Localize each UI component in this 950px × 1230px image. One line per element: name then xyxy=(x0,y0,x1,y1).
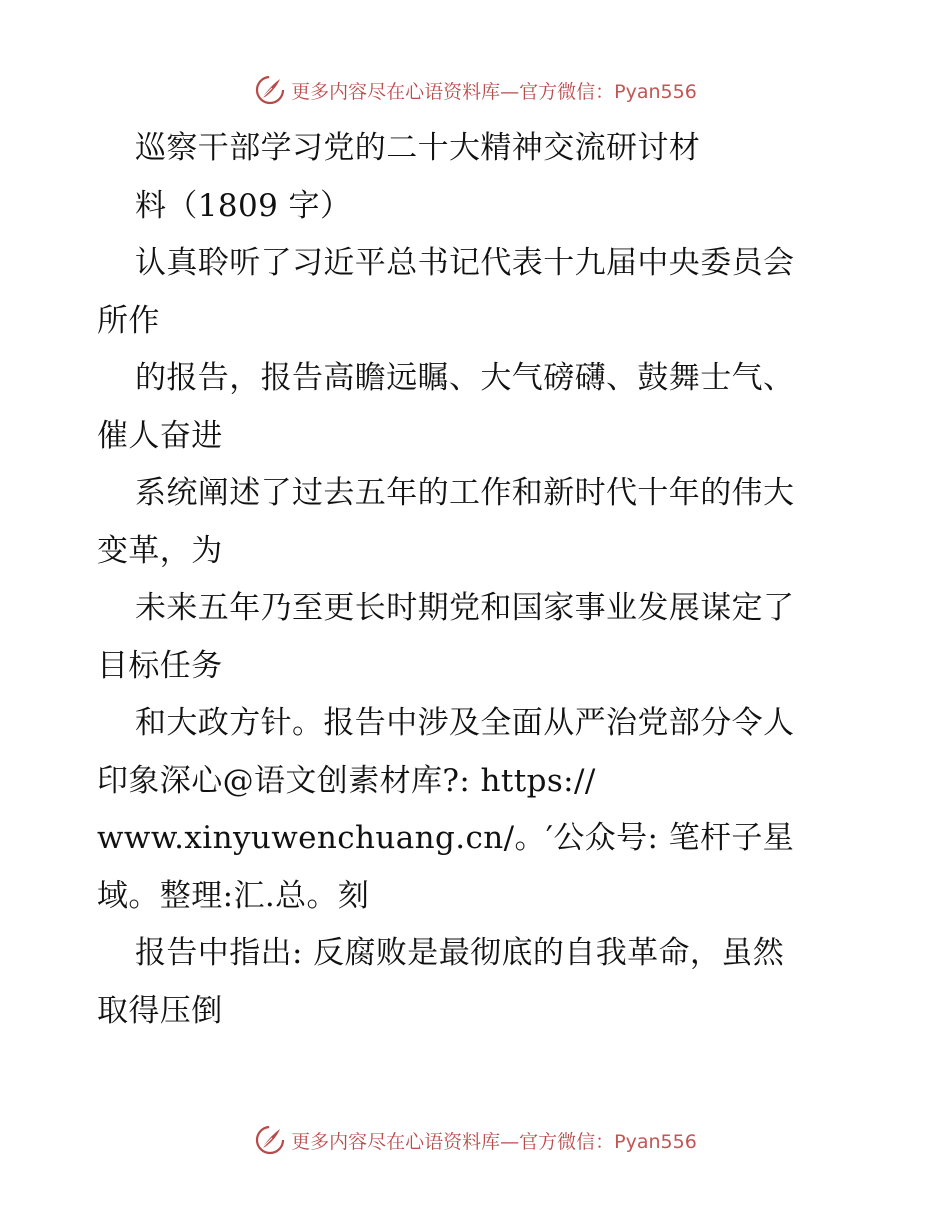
text-line: 域。整理:汇.总。刻 xyxy=(97,877,370,914)
text-line: 变革，为 xyxy=(97,532,223,569)
text-line: 和大政方针。报告中涉及全面从严治党部分令人 xyxy=(135,705,795,741)
text-line: 认真聆听了习近平总书记代表十九届中央委员会 xyxy=(135,245,795,281)
text-line: 报告中指出: 反腐败是最彻底的自我革命，虽然 xyxy=(135,935,785,971)
watermark-text: 更多内容尽在心语资料库—官方微信：Pyan556 xyxy=(291,80,697,103)
text-line: www.xinyuwenchuang.cn/。′公众号: 笔杆子星 xyxy=(97,820,795,856)
feather-pen-logo-icon xyxy=(253,1123,287,1157)
text-line: 未来五年乃至更长时期党和国家事业发展谋定了 xyxy=(135,590,795,626)
text-line: 料（1809 字） xyxy=(135,187,352,224)
text-line: 系统阐述了过去五年的工作和新时代十年的伟大 xyxy=(135,475,795,511)
text-line: 印象深心@语文创素材库?: https:// xyxy=(97,762,596,799)
text-line: 所作 xyxy=(97,302,160,339)
text-line: 目标任务 xyxy=(97,647,223,684)
document-body xyxy=(97,120,857,1040)
text-line: 催人奋进 xyxy=(97,417,223,454)
text-line: 取得压倒 xyxy=(97,992,223,1029)
text-line: 的报告，报告高瞻远瞩、大气磅礴、鼓舞士气、 xyxy=(135,360,795,396)
text-line: 巡察干部学习党的二十大精神交流研讨材 xyxy=(135,130,701,166)
watermark-text: 更多内容尽在心语资料库—官方微信：Pyan556 xyxy=(291,1130,697,1153)
feather-pen-logo-icon xyxy=(253,73,287,107)
watermark-header xyxy=(0,70,950,110)
watermark-footer xyxy=(0,1120,950,1160)
